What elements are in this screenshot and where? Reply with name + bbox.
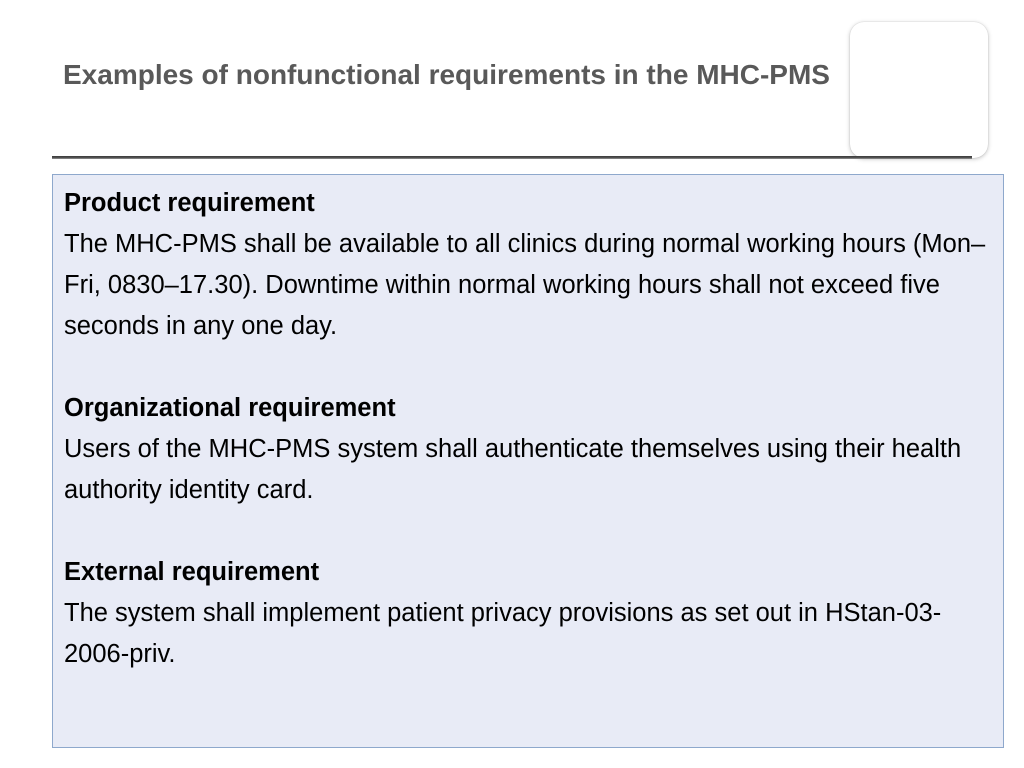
title-divider (52, 156, 972, 159)
requirement-heading: Organizational requirement (64, 394, 396, 422)
requirements-box (52, 174, 1004, 748)
slide-title: Examples of nonfunctional requirements in the MHC-PMS (63, 59, 830, 90)
requirement-heading: Product requirement (64, 189, 315, 217)
requirement-product (64, 183, 993, 347)
requirement-heading: External requirement (64, 558, 320, 586)
corner-card-decoration (850, 22, 988, 158)
requirement-organizational (64, 388, 993, 511)
requirement-text: Users of the MHC-PMS system shall authenticate themselves using their health authority identity card. (64, 435, 962, 504)
requirement-external (64, 552, 993, 675)
requirement-text: The MHC-PMS shall be available to all clinics during normal working hours (Mon–Fri, 0830–17.30). Downtime within normal working hours shall not exceed five seconds in any one day. (64, 230, 986, 340)
requirement-text: The system shall implement patient privacy provisions as set out in HStan-03-2006-priv. (64, 599, 942, 668)
